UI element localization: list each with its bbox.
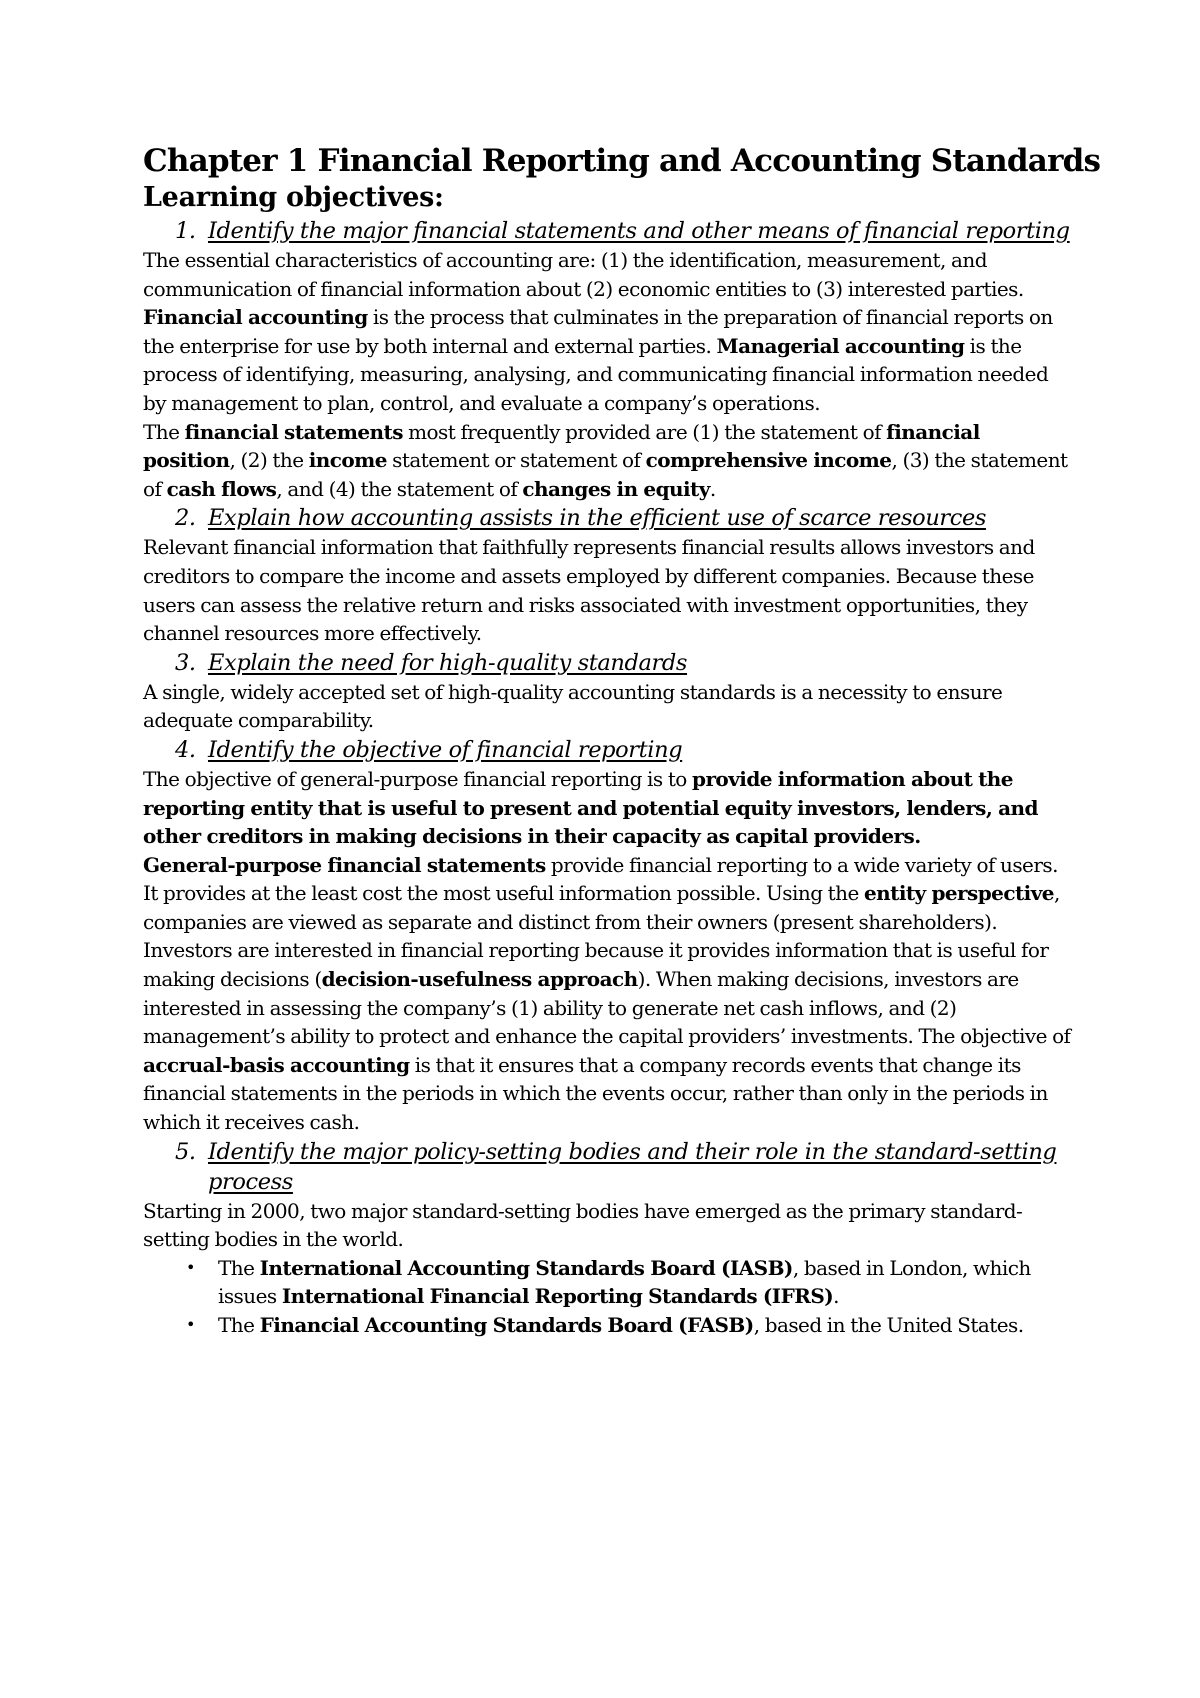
bold-term: changes in equity [522, 476, 710, 501]
learning-objectives-heading: Learning objectives: [143, 182, 444, 213]
text-run: A single, widely accepted set of high-quality accounting standards is a necessity to ensure adequate comparability. [143, 679, 1003, 733]
text-run: , and (4) the statement of [276, 476, 523, 501]
objective-number: 2. [175, 505, 196, 532]
bold-term: accrual-basis accounting [143, 1052, 410, 1077]
text-run: is the process of identifying, measuring, analysing, and communicating financial information needed by management to plan, control, and evaluate a company’s operations. [143, 333, 1049, 415]
bullet-icon: • [186, 1315, 195, 1334]
bold-term: cash flows [166, 476, 277, 501]
paragraph [143, 678, 1073, 735]
paragraph [143, 851, 1073, 1137]
paragraph [143, 246, 1073, 418]
list-item-text [218, 1311, 1073, 1340]
paragraph [143, 1197, 1073, 1254]
objective-text: Explain how accounting assists in the efficient use of scarce resources [208, 505, 987, 532]
bullet-icon: • [186, 1257, 195, 1277]
objective-number: 5. [175, 1138, 196, 1165]
objective-number: 1. [175, 218, 196, 244]
text-run: is the process that culminates in the preparation of financial reports on the enterprise for use by both internal and external parties. [143, 305, 1053, 358]
bold-term: International Accounting Standards Board (IASB) [259, 1255, 793, 1280]
objective-text: Explain the need for high-quality standards [208, 649, 688, 676]
text-run: , based in the United States. [753, 1313, 1024, 1337]
text-run: The [218, 1313, 260, 1337]
list-item-text [218, 1254, 1073, 1311]
bold-term: income [308, 448, 387, 473]
text-run: , (2) the [229, 448, 309, 473]
bold-term: comprehensive income [645, 448, 892, 473]
text-run: statement or statement of [386, 448, 646, 473]
text-run: The [143, 419, 185, 444]
text-run: The objective of general-purpose financial reporting is to [143, 766, 693, 791]
list-item [143, 1254, 1073, 1311]
text-run: The [218, 1255, 260, 1280]
text-run: Relevant financial information that faithfully represents financial results allows investors and creditors to compare the income and assets employed by different companies. Because these users can assess the relative return and risks associated with investment opportunities, they channel resources more effectively. [143, 535, 1035, 646]
bold-term: International Financial Reporting Standards (IFRS) [281, 1284, 834, 1309]
text-run: , (3) the statement of [143, 448, 1068, 501]
bold-term: Financial Accounting Standards Board (FASB) [259, 1313, 754, 1337]
bold-term: General-purpose financial statements [143, 852, 546, 877]
objective-5 [143, 1137, 1073, 1197]
text-run: , companies are viewed as separate and distinct from their owners (present shareholders). Investors are interested in financial reporting because it provides information that is useful for making decisions ( [143, 881, 1060, 992]
objective-1 [143, 216, 1073, 246]
bullet-list [143, 1254, 1073, 1340]
bold-term: provide information about the reporting entity that is useful to present and potential equity investors, lenders, and other creditors in making decisions in their capacity as capital providers. [143, 766, 1038, 849]
paragraph [143, 765, 1073, 851]
bold-term: financial statements [184, 419, 403, 444]
text-run: is that it ensures that a company records events that change its financial statements in the periods in which the events occur, rather than only in the periods in which it receives cash. [143, 1052, 1048, 1135]
text-run: The essential characteristics of accounting are: (1) the identification, measurement, and communication of financial information about (2) economic entities to (3) interested parties. [143, 248, 1024, 301]
list-item [143, 1311, 1073, 1340]
text-run: , based in London, which issues [218, 1255, 1031, 1309]
paragraph [143, 533, 1073, 647]
document-title: Chapter 1 Financial Reporting and Accounting Standards [143, 143, 1101, 179]
text-run: ). When making decisions, investors are interested in assessing the company’s (1) ability to generate net cash inflows, and (2) management’s ability to protect and enhance the capital providers’ investments. The objective of [143, 967, 1071, 1049]
objective-2 [143, 503, 1073, 533]
text-run: provide financial reporting to a wide variety of users. It provides at the least cost the most useful information possible. Using the [143, 852, 1058, 906]
objective-number: 4. [175, 736, 196, 763]
document-page [143, 142, 1101, 1340]
objective-number: 3. [175, 649, 196, 676]
objective-4 [143, 735, 1073, 765]
objective-text: Identify the major financial statements and other means of financial reporting [208, 218, 1070, 244]
paragraph [143, 418, 1073, 504]
bold-term: entity perspective [863, 881, 1054, 906]
text-run: . [709, 476, 716, 501]
bold-term: Financial accounting [143, 305, 368, 330]
bold-term: decision-usefulness approach [321, 967, 638, 992]
text-run: . [833, 1284, 839, 1309]
text-run: Starting in 2000, two major standard-setting bodies have emerged as the primary standard-setting bodies in the world. [143, 1198, 1023, 1252]
bold-term: financial position [143, 419, 980, 473]
text-run: most frequently provided are (1) the statement of [402, 419, 887, 444]
bold-term: Managerial accounting [716, 333, 965, 358]
objective-text: Identify the major policy-setting bodies and their role in the standard-setting process [208, 1138, 1057, 1195]
objective-text: Identify the objective of financial reporting [208, 736, 683, 763]
objective-3 [143, 648, 1073, 678]
